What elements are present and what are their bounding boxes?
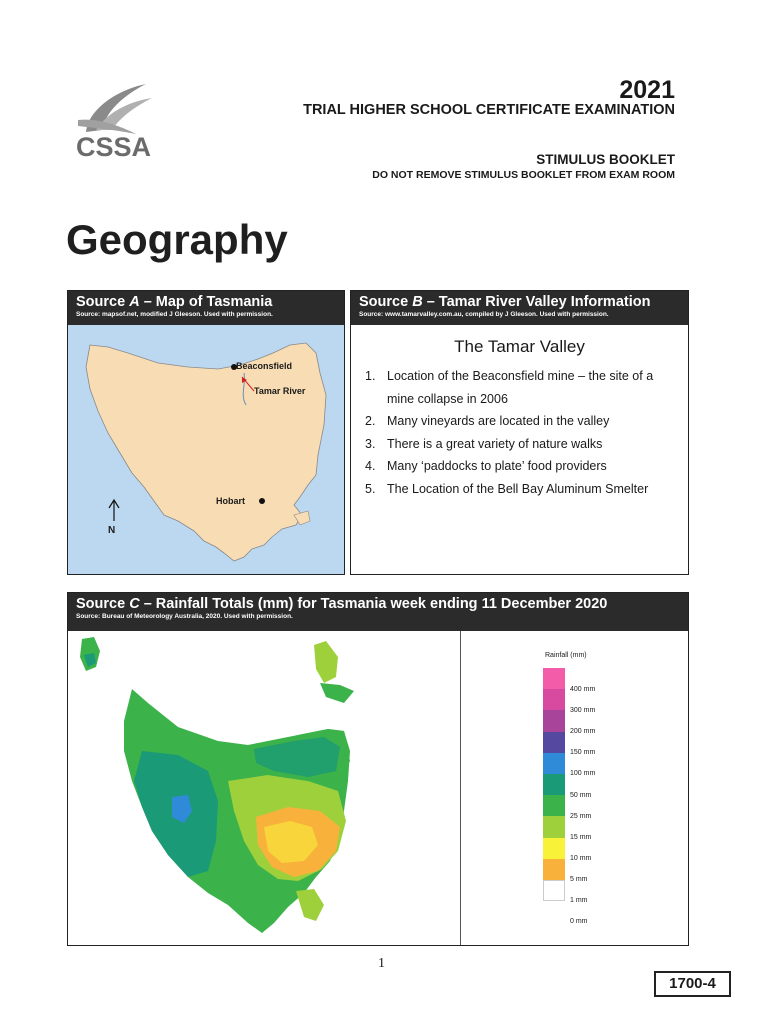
source-c-credit: Source: Bureau of Meteorology Australia, 2020. Used with permission. — [76, 613, 293, 620]
source-b-credit: Source: www.tamarvalley.com.au, compiled by J Gleeson. Used with permission. — [359, 311, 609, 318]
legend-swatch — [543, 816, 565, 837]
rainfall-map-icon — [68, 631, 460, 945]
legend-label: 5 mm — [570, 876, 588, 883]
cssa-logo-icon — [76, 80, 156, 136]
source-a-credit: Source: mapsof.net, modified J Gleeson. Used with permission. — [76, 311, 273, 318]
source-c-panel — [67, 592, 689, 946]
list-item: 1. Location of the Beaconsfield mine – the site of a mine collapse in 2006 — [365, 369, 654, 406]
legend-swatch — [543, 689, 565, 710]
tamar-list — [365, 365, 657, 500]
legend-swatch — [543, 880, 565, 901]
label-tamar-river: Tamar River — [254, 386, 306, 396]
legend-label: 50 mm — [570, 792, 592, 799]
source-a-panel — [67, 290, 345, 575]
legend-swatch — [543, 732, 565, 753]
exam-title: TRIAL HIGHER SCHOOL CERTIFICATE EXAMINATION — [303, 102, 675, 118]
legend-label: 150 mm — [570, 749, 596, 756]
tasmania-map — [68, 325, 344, 574]
source-b-header — [351, 291, 688, 325]
source-c-title: Source C – Rainfall Totals (mm) for Tasmania week ending 11 December 2020 — [76, 596, 608, 612]
list-item: 5. The Location of the Bell Bay Aluminum Smelter — [365, 481, 649, 496]
list-item: 3. There is a great variety of nature walks — [365, 436, 603, 451]
legend-label: 15 mm — [570, 834, 592, 841]
list-item: 2. Many vineyards are located in the valley — [365, 414, 610, 428]
source-a-header — [68, 291, 344, 325]
exam-year: 2021 — [619, 76, 675, 104]
label-hobart: Hobart — [216, 496, 245, 506]
north-arrow-label: N — [108, 525, 116, 536]
legend-swatch — [543, 668, 565, 689]
legend-label: 100 mm — [570, 770, 596, 777]
list-item: 4. Many ‘paddocks to plate’ food providers — [365, 459, 607, 473]
booklet-title: STIMULUS BOOKLET — [536, 152, 675, 167]
panel-divider — [460, 631, 461, 945]
legend-label: 1 mm — [570, 897, 588, 904]
legend-label: 25 mm — [570, 813, 592, 820]
tamar-heading: The Tamar Valley — [454, 337, 585, 356]
legend-label: 300 mm — [570, 707, 596, 714]
page-number: 1 — [378, 956, 385, 971]
rainfall-map — [68, 631, 460, 945]
source-b-title: Source B – Tamar River Valley Information — [359, 294, 651, 310]
source-a-title: Source A – Map of Tasmania — [76, 294, 273, 310]
source-c-header — [68, 593, 688, 631]
paper-code: 1700-4 — [654, 971, 731, 997]
logo-text: CSSA — [76, 132, 152, 162]
legend-swatch — [543, 795, 565, 816]
legend-swatch — [543, 838, 565, 859]
legend-label: 400 mm — [570, 686, 596, 693]
legend-label: 200 mm — [570, 728, 596, 735]
legend-label: 0 mm — [570, 918, 588, 925]
subject-title: Geography — [66, 216, 288, 263]
legend-swatch — [543, 710, 565, 731]
label-beaconsfield: Beaconsfield — [236, 361, 293, 371]
legend-swatch — [543, 774, 565, 795]
legend-title: Rainfall (mm) — [545, 652, 587, 659]
source-b-panel — [350, 290, 689, 575]
legend-color-bar — [543, 668, 565, 901]
legend-swatch — [543, 753, 565, 774]
legend-label: 10 mm — [570, 855, 592, 862]
booklet-note: DO NOT REMOVE STIMULUS BOOKLET FROM EXAM ROOM — [372, 169, 675, 181]
legend-swatch — [543, 859, 565, 880]
tasmania-outline-icon — [68, 325, 344, 574]
